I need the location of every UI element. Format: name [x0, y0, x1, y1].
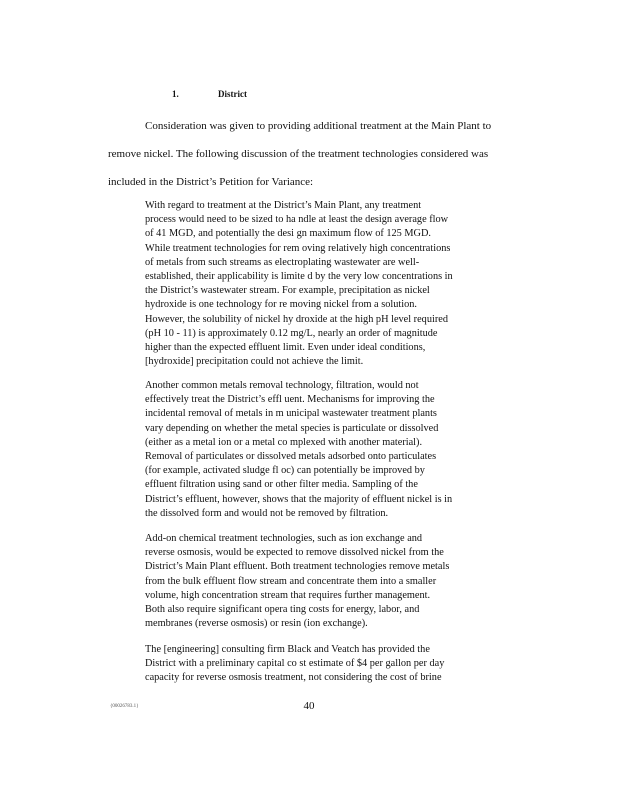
quote-line: capacity for reverse osmosis treatment, not considering the cost of brine	[145, 672, 442, 684]
quote-line: from the bulk effluent flow stream and concentrate them into a smaller	[145, 575, 437, 587]
quote-line: the District’s wastewater stream. For example, precipitation as nickel	[145, 285, 430, 297]
quote-line: incidental removal of metals in m unicipal wastewater treatment plants	[145, 408, 437, 420]
quote-line: higher than the expected effluent limit. Even under ideal conditions,	[145, 341, 426, 353]
quote-line: However, the solubility of nickel hy droxide at the high pH level required	[145, 313, 448, 325]
intro-line: remove nickel. The following discussion of the treatment technologies considered was	[108, 148, 489, 160]
quote-line: The [engineering] consulting firm Black and Veatch has provided the	[145, 644, 430, 655]
page-number: 40	[303, 700, 315, 712]
quote-line: [hydroxide] precipitation could not achieve the limit.	[145, 356, 364, 368]
quote-line: reverse osmosis, would be expected to remove dissolved nickel from the	[145, 547, 444, 559]
block-quote-paragraph-4	[145, 643, 510, 686]
quote-line: vary depending on whether the metal species is particulate or dissolved	[145, 422, 439, 434]
section-title: District	[218, 89, 247, 99]
intro-line: Consideration was given to providing additional treatment at the Main Plant to	[145, 120, 492, 132]
quote-line: process would need to be sized to ha ndle at least the design average flow	[145, 214, 449, 226]
intro-line: included in the District’s Petition for Variance:	[108, 176, 314, 188]
intro-paragraph	[108, 112, 526, 196]
quote-line: effluent filtration using sand or other filter media. Sampling of the	[145, 479, 418, 491]
quote-line: (for example, activated sludge fl oc) can potentially be improved by	[145, 465, 425, 477]
quote-line: While treatment technologies for rem oving relatively high concentrations	[145, 242, 451, 254]
quote-line: (either as a metal ion or a metal co mplexed with another material).	[145, 436, 423, 448]
quote-line: effectively treat the District’s effl uent. Mechanisms for improving the	[145, 394, 435, 406]
quote-line: of 41 MGD, and potentially the desi gn maximum flow of 125 MGD.	[145, 228, 431, 240]
quote-line: hydroxide is one technology for re moving nickel from a solution.	[145, 299, 417, 311]
document-id-code: {00026783.1}	[110, 704, 139, 709]
quote-line: the dissolved form and would not be removed by filtration.	[145, 507, 389, 519]
quote-line: of metals from such streams as electroplating wastewater are well-	[145, 256, 420, 268]
quote-line: Another common metals removal technology, filtration, would not	[145, 380, 419, 391]
quote-line: District with a preliminary capital co st estimate of $4 per gallon per day	[145, 658, 445, 670]
quote-line: Add-on chemical treatment technologies, such as ion exchange and	[145, 533, 423, 544]
section-number: 1.	[172, 89, 179, 99]
block-quote-paragraph-1	[145, 199, 510, 369]
block-quote-paragraph-3	[145, 532, 510, 631]
quote-line: With regard to treatment at the District’s Main Plant, any treatment	[145, 200, 422, 211]
quote-line: District’s effluent, however, shows that the majority of effluent nickel is in	[145, 493, 453, 505]
quote-line: (pH 10 - 11) is approximately 0.12 mg/L, nearly an order of magnitude	[145, 327, 438, 339]
quote-line: membranes (reverse osmosis) or resin (ion exchange).	[145, 618, 368, 630]
quote-line: Both also require significant opera ting costs for energy, labor, and	[145, 603, 420, 615]
quote-line: District’s Main Plant effluent. Both treatment technologies remove metals	[145, 561, 450, 573]
quote-line: established, their applicability is limite d by the very low concentrations in	[145, 270, 453, 282]
quote-line: Removal of particulates or dissolved metals adsorbed onto particulates	[145, 450, 437, 462]
block-quote-paragraph-2	[145, 379, 510, 521]
quote-line: volume, high concentration stream that requires further management.	[145, 589, 431, 601]
